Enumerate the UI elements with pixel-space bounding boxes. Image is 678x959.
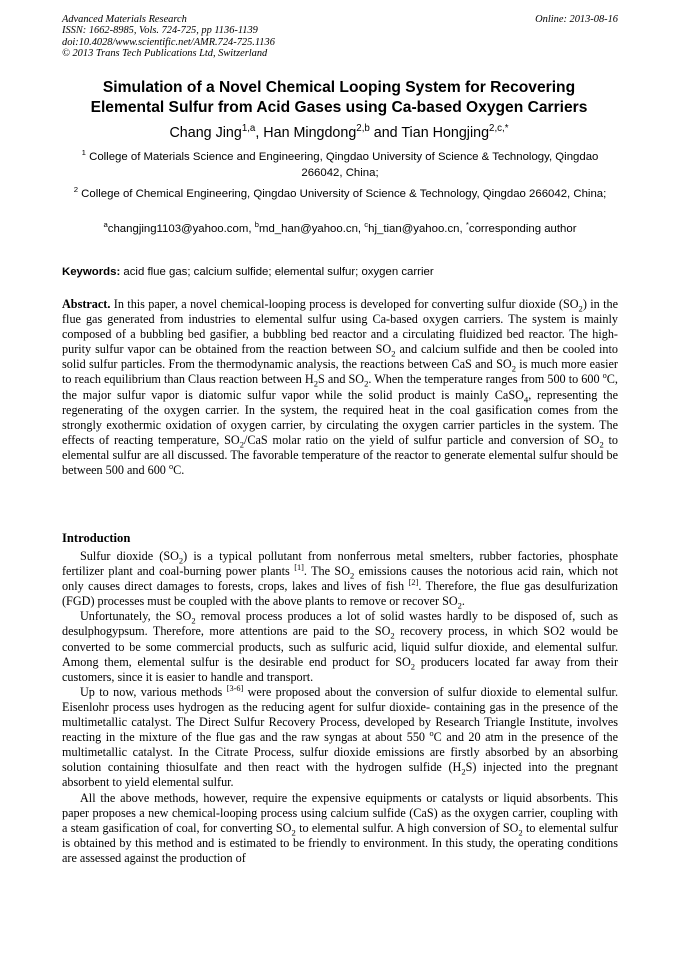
author-2: Han Mingdong bbox=[263, 125, 357, 141]
degree-mark: o bbox=[602, 371, 607, 381]
online-date: Online: 2013-08-16 bbox=[535, 14, 618, 25]
abstract bbox=[62, 297, 618, 478]
citation: [3-6] bbox=[226, 683, 244, 693]
text: to elemental sulfur is obtained by this method and is estimated to be friendly to environment. In this study, the operating conditions are assessed against the production of bbox=[62, 820, 618, 865]
text: Sulfur dioxide (SO bbox=[80, 549, 179, 563]
journal-header bbox=[62, 14, 618, 60]
copyright-line: © 2013 Trans Tech Publications Ltd, Switzerland bbox=[62, 48, 268, 60]
author-1-affiliation-mark: 1,a bbox=[241, 123, 256, 135]
degree-mark: o bbox=[429, 729, 434, 739]
affiliation-number: 1 bbox=[81, 148, 86, 158]
paragraph bbox=[62, 549, 618, 609]
subscript: 2 bbox=[364, 378, 369, 389]
keywords-label: Keywords: bbox=[62, 266, 121, 278]
author-separator: , bbox=[255, 125, 264, 141]
abstract-label: Abstract. bbox=[62, 297, 111, 311]
email-mark: c bbox=[364, 220, 369, 230]
corresponding-mark: * bbox=[465, 220, 469, 230]
keywords-text: acid flue gas; calcium sulfide; elemental sulfur; oxygen carrier bbox=[120, 266, 434, 278]
text: emissions causes the notorious acid rain, which not only causes direct damages to forests, crops, lakes and lives of fish bbox=[62, 564, 618, 594]
subscript: 2 bbox=[291, 827, 296, 838]
title-line-1: Simulation of a Novel Chemical Looping System for Recovering bbox=[102, 79, 576, 96]
email-3: hj_tian@yahoo.cn, bbox=[368, 223, 466, 235]
affiliation-text: College of Chemical Engineering, Qingdao University of Science & Technology, Qingdao 266042, China; bbox=[78, 188, 607, 200]
text: C and 20 atm in the presence of the multimetallic catalyst. In the Citrate Process, sulfur dioxide emissions are firstly absorbed by an absorbing solution containing thiosulfate and then react with the hydrogen sulfide (H bbox=[62, 730, 618, 775]
paragraph bbox=[62, 791, 618, 866]
text: Up to now, various methods bbox=[80, 684, 227, 699]
text: All the above methods, however, require the expensive equipments or catalysts or liquid absorbents. This paper proposes a new chemical-looping process using calcium sulfide (CaS) as the oxygen carrier, coupling with a steam gasification of coal, for converting SO bbox=[62, 790, 618, 835]
doi-line: doi:10.4028/www.scientific.net/AMR.724-725.1136 bbox=[62, 36, 275, 48]
subscript: 2 bbox=[461, 766, 466, 777]
abstract-text: . When the temperature ranges from 500 to 600 bbox=[368, 372, 603, 387]
text: ) is a typical pollutant from nonferrous metal smelters, rubber factories, phosphate fertilizer plant and coal-burning power plants bbox=[62, 549, 618, 579]
citation: [1] bbox=[294, 563, 304, 573]
subscript: 2 bbox=[578, 303, 583, 314]
introduction-body bbox=[62, 549, 618, 866]
author-3: Tian Hongjing bbox=[401, 125, 490, 141]
subscript: 2 bbox=[178, 555, 184, 566]
abstract-text: to elemental sulfur are all discussed. The favorable temperature of the reactor to generate elemental sulfur should be between 500 and 600 bbox=[62, 432, 618, 478]
text: were proposed about the conversion of sulfur dioxide to elemental sulfur. Eisenlohr process uses hydrogen as the reducing agent for sulfur dioxide- containing gas in the presence of the multimetallic catalyst. The Direct Sulfur Recovery Process, developed by Research Triangle Institute, involves reacting in the mixture of the flue gas and the raw syngas at about 550 bbox=[62, 684, 618, 745]
author-3-affiliation-mark: 2,c,* bbox=[489, 123, 509, 135]
subscript: 2 bbox=[239, 439, 244, 450]
title-line-2: Elemental Sulfur from Acid Gases using Ca-based Oxygen Carriers bbox=[90, 99, 588, 116]
email-1: changjing1103@yahoo.com, bbox=[107, 223, 255, 235]
paragraph bbox=[62, 609, 618, 684]
abstract-text: C, the major sulfur vapor is diatomic sulfur vapor while the solid product is mainly CaSO bbox=[62, 372, 618, 402]
email-mark: b bbox=[254, 220, 259, 230]
subscript: 4 bbox=[523, 394, 529, 404]
text: . The SO bbox=[303, 564, 351, 579]
subscript: 2 bbox=[511, 363, 516, 374]
text: producers located far away from their customers, since it is easier to handle and transport. bbox=[62, 654, 618, 684]
text: . bbox=[461, 594, 465, 609]
subscript: 2 bbox=[518, 827, 523, 838]
corresponding-note: corresponding author bbox=[468, 223, 577, 235]
author-separator: and bbox=[369, 125, 402, 141]
affiliation-1 bbox=[62, 150, 618, 181]
subscript: 2 bbox=[457, 600, 462, 611]
section-heading-introduction: Introduction bbox=[62, 531, 131, 545]
abstract-text: /CaS molar ratio on the yield of sulfur particle and conversion of SO bbox=[243, 432, 600, 447]
text: . Therefore, the flue gas desulfurization (FGD) processes must be coupled with the above plants to remove or recover SO bbox=[62, 579, 619, 609]
email-2: md_han@yahoo.cn, bbox=[258, 223, 365, 235]
paper-title bbox=[40, 78, 638, 118]
keywords bbox=[62, 265, 618, 280]
author-1: Chang Jing bbox=[169, 125, 242, 141]
subscript: 2 bbox=[350, 570, 355, 581]
text: Unfortunately, the SO bbox=[80, 609, 192, 624]
abstract-text: ) in the flue gas generated from industries to elemental sulfur using Ca-based oxygen carriers. The system is mainly composed of a bubbling bed gasifier, a bubbling bed reactor and a circulating fluidized bed reactor. The high-purity sulfur vapor can be obtained from the reaction between SO bbox=[62, 297, 618, 357]
subscript: 2 bbox=[599, 439, 604, 450]
abstract-text: , representing the regenerating of the oxygen carrier. In the system, the required heat in the coal gasification comes from the strongly exothermic oxidation of oxygen carrier, by circulating the oxygen carrier particles in the system. The effects of reacting temperature, SO bbox=[62, 387, 618, 447]
subscript: 2 bbox=[410, 661, 416, 672]
author-list bbox=[40, 124, 638, 142]
affiliation-text: College of Materials Science and Engineering, Qingdao University of Science & Technology, Qingdao 266042, China; bbox=[85, 151, 599, 179]
citation: [2] bbox=[408, 578, 419, 588]
text: to elemental sulfur. A high conversion of SO bbox=[295, 820, 519, 835]
degree-mark: o bbox=[168, 461, 174, 471]
paragraph bbox=[62, 685, 618, 791]
text: removal process produces a lot of solid wastes hardly to be disposed of, such as desulphogypsum. Therefore, more attentions are paid to the SO bbox=[62, 609, 618, 639]
abstract-text: is much more easier to reach equilibrium than Claus reaction between H bbox=[62, 357, 618, 387]
abstract-text: S and SO bbox=[317, 372, 365, 387]
subscript: 2 bbox=[390, 630, 395, 641]
text: S) injected into the pregnant absorbent to yield elemental sulfur. bbox=[62, 760, 618, 790]
text: recovery process, in which SO2 would be converted to be some commercial products, such as sulfuric acid, liquid sulfur dioxide, and elemental sulfur. Among them, elemental sulfur is the desirable end product for SO bbox=[62, 624, 618, 669]
affiliation-2 bbox=[62, 187, 618, 203]
affiliation-number: 2 bbox=[73, 185, 78, 195]
subscript: 2 bbox=[191, 615, 196, 626]
journal-name: Advanced Materials Research bbox=[62, 14, 187, 25]
abstract-text: In this paper, a novel chemical-looping process is developed for converting sulfur dioxide (SO bbox=[110, 297, 579, 311]
subscript: 2 bbox=[391, 348, 396, 359]
author-emails bbox=[62, 222, 618, 238]
abstract-text: C. bbox=[173, 463, 185, 478]
abstract-text: and calcium sulfide and then be cooled into solid sulfur particles. From the thermodynamic analysis, the reactions between CaS and SO bbox=[62, 342, 619, 372]
issn-line: ISSN: 1662-8985, Vols. 724-725, pp 1136-1139 bbox=[62, 25, 258, 37]
subscript: 2 bbox=[313, 378, 318, 389]
author-2-affiliation-mark: 2,b bbox=[356, 123, 370, 135]
email-mark: a bbox=[103, 220, 108, 230]
